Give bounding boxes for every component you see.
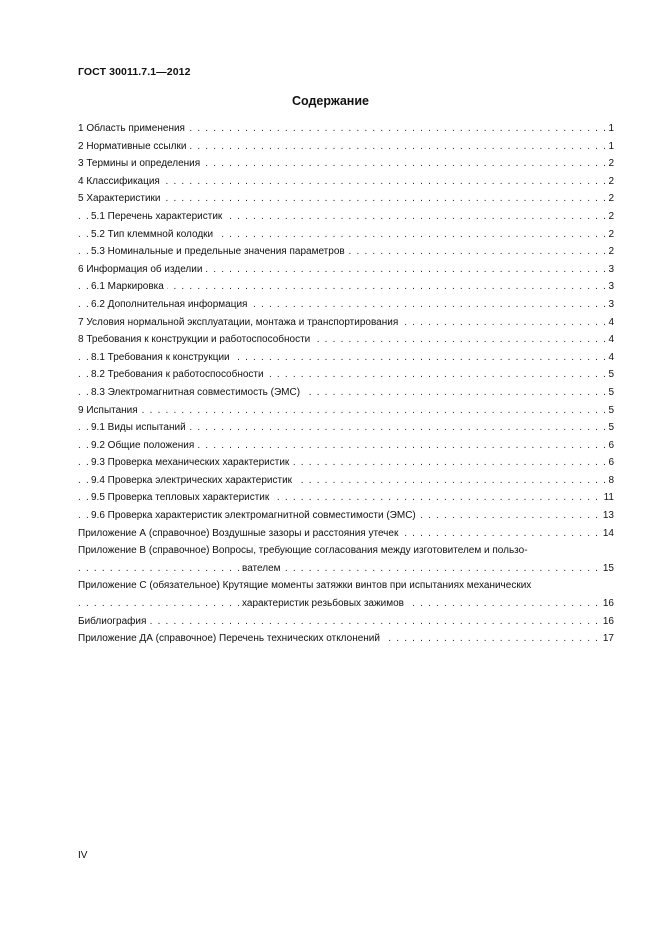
toc-entry-9-1[interactable]: 9.1 Виды испытаний 5 . . . xyxy=(78,419,614,437)
toc-entry-6-2[interactable]: 6.2 Дополнительная информация 3 . . . xyxy=(78,296,614,314)
document-code-header: ГОСТ 30011.7.1—2012 xyxy=(78,66,191,78)
toc-title: Содержание xyxy=(291,94,369,108)
toc-entry-5-2[interactable]: 5.2 Тип клеммной колодки 2 . . . xyxy=(78,226,614,244)
toc-entry-4[interactable]: 4 Классификация 2 . . . xyxy=(78,173,614,191)
toc-page-number: 16 xyxy=(600,595,614,613)
toc-page-number: 3 xyxy=(605,278,614,296)
toc-page-number: 6 xyxy=(605,454,614,472)
table-of-contents xyxy=(78,120,614,648)
toc-entry-5-3[interactable]: 5.3 Номинальные и предельные значения параметров 2 . . . xyxy=(78,243,614,261)
toc-page-number: 4 xyxy=(605,314,614,332)
toc-page-number: 13 xyxy=(600,507,614,525)
toc-entry-appendix-da[interactable]: Приложение ДА (справочное) Перечень технических отклонений 17 . . . xyxy=(78,630,614,648)
toc-entry-8-2[interactable]: 8.2 Требования к работоспособности 5 . . . xyxy=(78,366,614,384)
toc-entry-9-4[interactable]: 9.4 Проверка электрических характеристик 8 . . . xyxy=(78,472,614,490)
toc-entry-2[interactable]: 2 Нормативные ссылки 1 . . . xyxy=(78,138,614,156)
toc-page-number: 15 xyxy=(600,560,614,578)
toc-page-number: 2 xyxy=(605,173,614,191)
toc-page-number: 2 xyxy=(605,190,614,208)
toc-entry-9-5[interactable]: 9.5 Проверка тепловых характеристик 11 . . . xyxy=(78,489,614,507)
toc-entry-7[interactable]: 7 Условия нормальной эксплуатации, монтажа и транспортирования 4 . . . xyxy=(78,314,614,332)
toc-entry-5-1[interactable]: 5.1 Перечень характеристик 2 . . . xyxy=(78,208,614,226)
toc-entry-1[interactable]: 1 Область применения 1 . . . xyxy=(78,120,614,138)
toc-page-number: 14 xyxy=(600,525,614,543)
toc-entry-appendix-a[interactable]: Приложение А (справочное) Воздушные зазоры и расстояния утечек 14 . . . xyxy=(78,525,614,543)
toc-entry-3[interactable]: 3 Термины и определения 2 . . . xyxy=(78,155,614,173)
toc-page-number: 3 xyxy=(605,261,614,279)
toc-page-number: 1 xyxy=(605,120,614,138)
toc-entry-5[interactable]: 5 Характеристики 2 . . . xyxy=(78,190,614,208)
toc-page-number: 1 xyxy=(605,138,614,156)
toc-entry-9[interactable]: 9 Испытания 5 . . . xyxy=(78,402,614,420)
toc-page-number: 17 xyxy=(600,630,614,648)
toc-page-number: 4 xyxy=(605,331,614,349)
toc-page-number: 4 xyxy=(605,349,614,367)
toc-page-number: 2 xyxy=(605,208,614,226)
toc-entry-appendix-c-line2[interactable]: характеристик резьбовых зажимов 16 . . . xyxy=(78,595,614,613)
toc-page-number: 8 xyxy=(605,472,614,490)
toc-page-number: 11 xyxy=(601,489,614,507)
toc-page-number: 5 xyxy=(605,366,614,384)
toc-entry-8[interactable]: 8 Требования к конструкции и работоспособности 4 . . . xyxy=(78,331,614,349)
toc-page-number: 16 xyxy=(600,613,614,631)
toc-entry-6[interactable]: 6 Информация об изделии 3 . . . xyxy=(78,261,614,279)
toc-entry-6-1[interactable]: 6.1 Маркировка 3 . . . xyxy=(78,278,614,296)
toc-entry-9-2[interactable]: 9.2 Общие положения 6 . . . xyxy=(78,437,614,455)
toc-page-number: 2 xyxy=(605,155,614,173)
page-number-footer: IV xyxy=(78,850,88,861)
toc-entry-9-3[interactable]: 9.3 Проверка механических характеристик 6 . . . xyxy=(78,454,614,472)
toc-entry-appendix-b-line1[interactable]: Приложение В (справочное) Вопросы, требующие согласования между изготовителем и пользо- xyxy=(78,542,614,560)
toc-page-number: 2 xyxy=(605,226,614,244)
toc-entry-8-1[interactable]: 8.1 Требования к конструкции 4 . . . xyxy=(78,349,614,367)
toc-page-number: 5 xyxy=(605,419,614,437)
toc-page-number: 5 xyxy=(605,384,614,402)
toc-entry-9-6[interactable]: 9.6 Проверка характеристик электромагнитной совместимости (ЭМС) 13 . . . xyxy=(78,507,614,525)
toc-entry-8-3[interactable]: 8.3 Электромагнитная совместимость (ЭМС) 5 . . . xyxy=(78,384,614,402)
toc-entry-appendix-c-line1[interactable]: Приложение С (обязательное) Крутящие моменты затяжки винтов при испытаниях механических xyxy=(78,577,614,595)
toc-page-number: 5 xyxy=(605,402,614,420)
toc-page-number: 6 xyxy=(605,437,614,455)
toc-page-number: 3 xyxy=(605,296,614,314)
toc-entry-appendix-b-line2[interactable]: вателем 15 . . . xyxy=(78,560,614,578)
toc-page-number: 2 xyxy=(605,243,614,261)
toc-entry-bibliography[interactable]: Библиография 16 . . . xyxy=(78,613,614,631)
